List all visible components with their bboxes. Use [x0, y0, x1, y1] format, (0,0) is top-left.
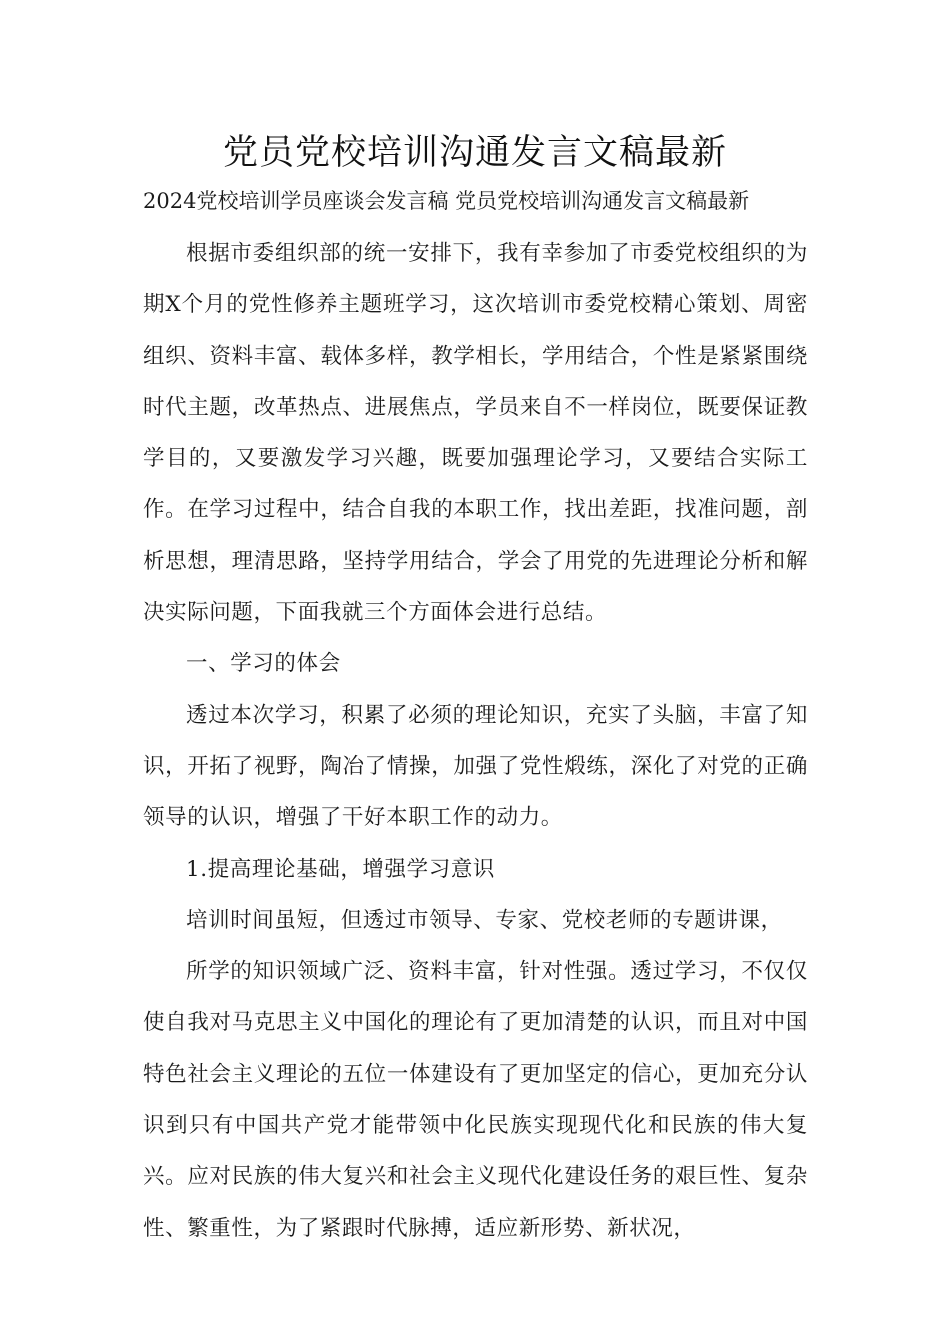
- subsection-heading-theory: 1.提高理论基础，增强学习意识: [186, 856, 496, 882]
- section-heading-learning: 一、学习的体会: [186, 651, 341, 677]
- paragraph-training: 培训时间虽短，但透过市领导、专家、党校老师的专题讲课，: [186, 907, 783, 933]
- document-subtitle: 2024党校培训学员座谈会发言稿 党员党校培训沟通发言文稿最新: [143, 189, 750, 213]
- paragraph-knowledge: 所学的知识领域广泛、资料丰富，针对性强。透过学习，不仅仅使自我对马克思主义中国化的理论有了更加清楚的认识，而且对中国特色社会主义理论的五位一体建设有了更加坚定的信心，更加充分认识到只有中国共产党才能带领中化民族实现现代化和民族的伟大复兴。应对民族的伟大复兴和社会主义现代化建设任务的艰巨性、复杂性、繁重性，为了紧跟时代脉搏，适应新形势、新状况，: [143, 959, 808, 1241]
- paragraph-learning-summary: 透过本次学习，积累了必须的理论知识，充实了头脑，丰富了知识，开拓了视野，陶冶了情操，加强了党性煅练，深化了对党的正确领导的认识，增强了干好本职工作的动力。: [143, 702, 808, 831]
- paragraph-intro: 根据市委组织部的统一安排下，我有幸参加了市委党校组织的为期X个月的党性修养主题班学习，这次培训市委党校精心策划、周密组织、资料丰富、载体多样，教学相长，学用结合，个性是紧紧围绕时代主题，改革热点、进展焦点，学员来自不一样岗位，既要保证教学目的，又要激发学习兴趣，既要加强理论学习，又要结合实际工作。在学习过程中，结合自我的本职工作，找出差距，找准问题，剖析思想，理清思路，坚持学用结合，学会了用党的先进理论分析和解决实际问题，下面我就三个方面体会进行总结。: [143, 241, 808, 626]
- document-title: 党员党校培训沟通发言文稿最新: [222, 133, 727, 173]
- document-body: [143, 228, 808, 1254]
